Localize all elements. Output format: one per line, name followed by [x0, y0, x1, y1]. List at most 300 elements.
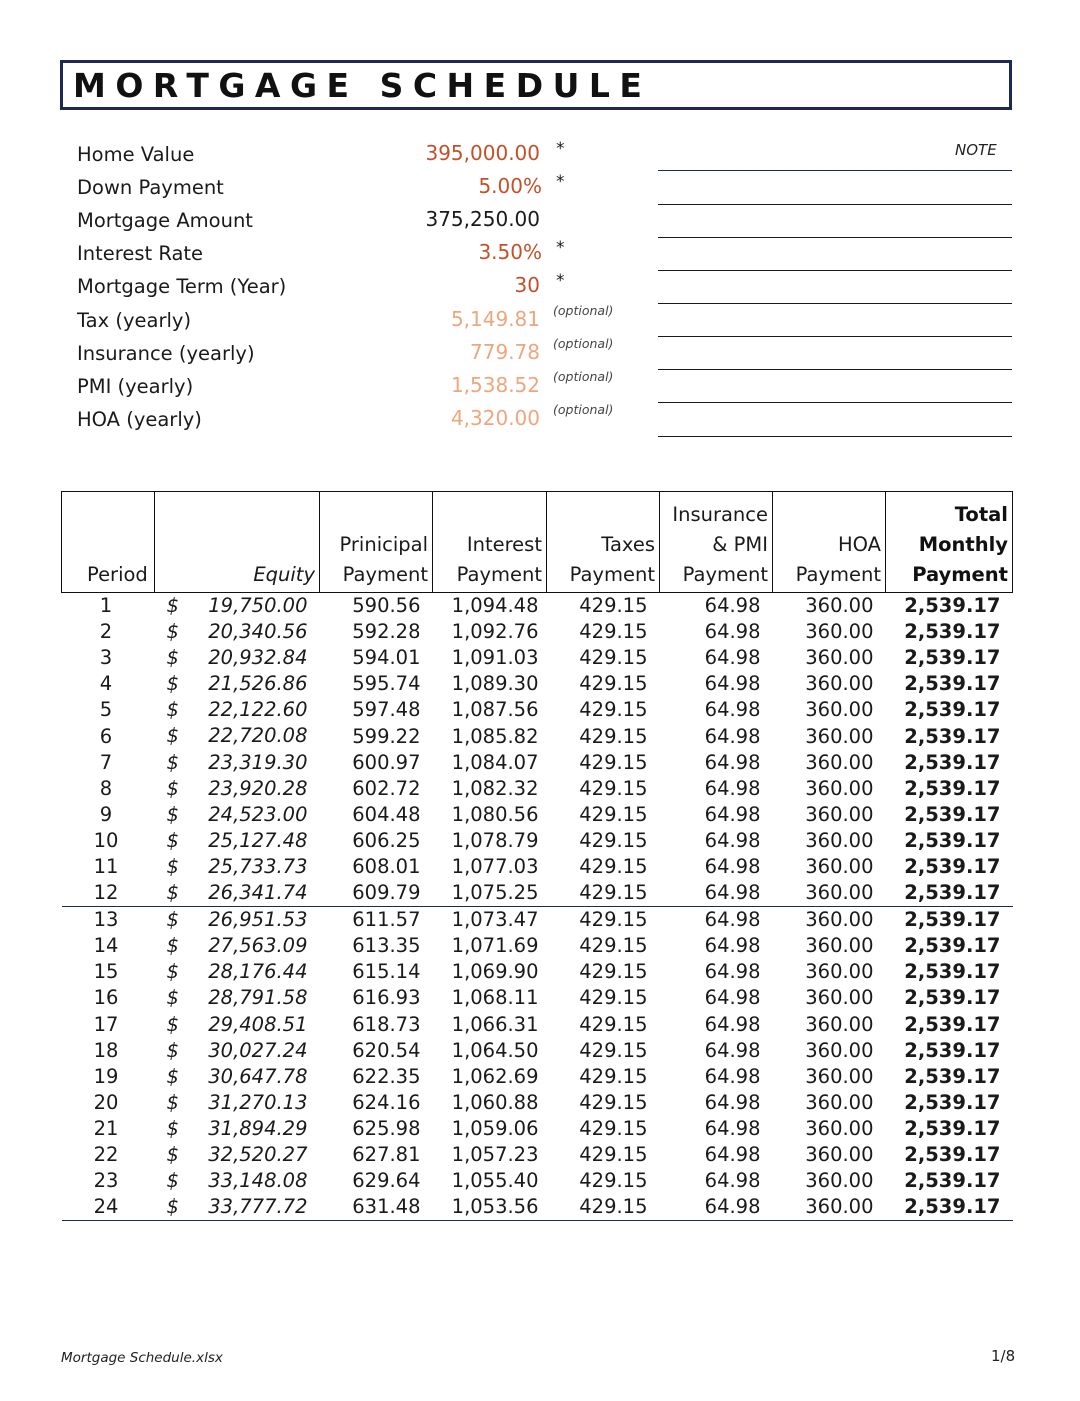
- currency-symbol: $: [166, 1195, 179, 1219]
- cell-taxes: 429.15: [579, 594, 648, 618]
- currency-symbol: $: [166, 802, 179, 826]
- cell-taxes: 429.15: [579, 1143, 648, 1167]
- currency-symbol: $: [166, 620, 179, 644]
- equity-amount: 29,408.51: [208, 1012, 308, 1036]
- cell-total: 2,539.17: [904, 1064, 1001, 1088]
- cell-taxes: 429.15: [579, 1090, 648, 1114]
- input-value[interactable]: 375,250.00: [425, 207, 540, 232]
- cell-interest: 1,068.11: [451, 986, 539, 1010]
- equity-amount: 33,777.72: [208, 1195, 308, 1219]
- cell-interest: 1,084.07: [451, 750, 539, 774]
- cell-taxes: 429.15: [579, 854, 648, 878]
- cell-insurance: 64.98: [704, 646, 761, 670]
- cell-interest: 1,055.40: [451, 1169, 539, 1193]
- schedule-table: [61, 491, 1013, 1221]
- cell-principal: 618.73: [352, 1012, 421, 1036]
- table-row: [62, 880, 1013, 907]
- cell-principal: 620.54: [352, 1038, 421, 1062]
- cell-taxes: 429.15: [579, 986, 648, 1010]
- currency-symbol: $: [166, 672, 179, 696]
- cell-interest: 1,089.30: [451, 672, 539, 696]
- note-label: NOTE: [955, 141, 997, 159]
- cell-total: 2,539.17: [904, 698, 1001, 722]
- equity-amount: 31,270.13: [208, 1090, 308, 1114]
- input-label: Down Payment: [77, 176, 224, 200]
- cell-total: 2,539.17: [904, 1038, 1001, 1062]
- cell-interest: 1,085.82: [451, 724, 539, 748]
- equity-amount: 31,894.29: [208, 1116, 308, 1140]
- cell-equity: [155, 907, 320, 934]
- required-marker: *: [556, 139, 565, 159]
- input-label: Home Value: [77, 143, 195, 166]
- table-row: [62, 802, 1013, 828]
- cell-taxes: 429.15: [579, 960, 648, 984]
- table-row: [62, 854, 1013, 880]
- input-label: Mortgage Amount: [77, 209, 253, 233]
- cell-insurance: 64.98: [704, 1169, 761, 1193]
- optional-marker: (optional): [553, 302, 614, 318]
- header-hoa: HOA Payment: [773, 492, 886, 593]
- table-row: [62, 671, 1013, 697]
- table-row: [62, 1064, 1013, 1090]
- currency-symbol: $: [166, 908, 179, 932]
- header-equity: Equity: [155, 492, 320, 593]
- cell-period: 13: [62, 907, 155, 934]
- note-line[interactable]: [658, 237, 1012, 238]
- equity-amount: 23,920.28: [208, 776, 308, 800]
- cell-total: 2,539.17: [904, 1012, 1001, 1036]
- equity-amount: 26,951.53: [208, 908, 308, 932]
- table-row: [62, 1090, 1013, 1116]
- input-value[interactable]: 30: [514, 273, 540, 298]
- cell-total: 2,539.17: [904, 594, 1001, 618]
- cell-insurance: 64.98: [704, 854, 761, 878]
- cell-equity: [155, 645, 320, 671]
- cell-total: 2,539.17: [904, 854, 1001, 878]
- cell-interest: 1,073.47: [433, 907, 547, 934]
- equity-amount: 25,733.73: [208, 854, 308, 878]
- equity-amount: 30,027.24: [208, 1038, 308, 1062]
- cell-total: 2,539.17: [904, 750, 1001, 774]
- cell-period: 16: [93, 986, 119, 1010]
- cell-period: 5: [99, 698, 113, 722]
- cell-equity: [155, 854, 320, 880]
- cell-hoa: 360.00: [805, 750, 874, 774]
- cell-insurance: 64.98: [704, 1116, 761, 1140]
- currency-symbol: $: [166, 750, 179, 774]
- cell-principal: 608.01: [352, 854, 421, 878]
- cell-principal: 595.74: [352, 672, 421, 696]
- input-label: Interest Rate: [77, 242, 204, 266]
- cell-taxes: 429.15: [579, 1038, 648, 1062]
- cell-equity: [155, 1038, 320, 1064]
- cell-total: 2,539.17: [904, 934, 1001, 958]
- cell-interest: 1,059.06: [451, 1116, 539, 1140]
- optional-marker: (optional): [553, 401, 614, 417]
- cell-interest: 1,080.56: [451, 802, 539, 826]
- equity-amount: 33,148.08: [208, 1169, 308, 1193]
- cell-equity: [155, 1168, 320, 1194]
- cell-principal: 616.93: [352, 986, 421, 1010]
- cell-hoa: 360.00: [805, 802, 874, 826]
- cell-equity: [155, 723, 320, 749]
- cell-hoa: 360.00: [805, 594, 874, 618]
- currency-symbol: $: [166, 1012, 179, 1036]
- cell-hoa: 360.00: [805, 776, 874, 800]
- cell-principal: 600.97: [352, 750, 421, 774]
- cell-taxes: 429.15: [579, 646, 648, 670]
- cell-period: 17: [93, 1012, 119, 1036]
- cell-principal: 613.35: [352, 934, 421, 958]
- cell-period: 19: [93, 1064, 119, 1088]
- cell-hoa: 360.00: [805, 881, 874, 905]
- equity-amount: 28,791.58: [208, 986, 308, 1010]
- cell-total: 2,539.17: [904, 986, 1001, 1010]
- cell-principal: 602.72: [352, 776, 421, 800]
- cell-total: 2,539.17: [886, 907, 1013, 934]
- cell-insurance: 64.98: [704, 986, 761, 1010]
- cell-equity: [155, 959, 320, 985]
- cell-period: 21: [93, 1116, 119, 1140]
- table-header-row: [62, 492, 1013, 593]
- optional-marker: (optional): [553, 335, 614, 351]
- header-insurance: Insurance & PMI Payment: [660, 492, 773, 593]
- title-box: [60, 60, 1012, 110]
- cell-hoa: 360.00: [805, 1012, 874, 1036]
- cell-period: 10: [93, 828, 119, 852]
- cell-insurance: 64.98: [704, 594, 761, 618]
- currency-symbol: $: [166, 646, 179, 670]
- cell-insurance: 64.98: [704, 750, 761, 774]
- cell-period: 24: [62, 1194, 155, 1221]
- note-line[interactable]: [658, 270, 1012, 271]
- cell-total: 2,539.17: [904, 776, 1001, 800]
- note-line[interactable]: [658, 204, 1012, 205]
- currency-symbol: $: [166, 776, 179, 800]
- cell-period: 12: [93, 881, 119, 905]
- cell-insurance: 64.98: [704, 620, 761, 644]
- cell-period: 23: [93, 1169, 119, 1193]
- cell-hoa: 360.00: [805, 1143, 874, 1167]
- footer-filename: Mortgage Schedule.xlsx: [61, 1350, 223, 1366]
- cell-total: 2,539.17: [904, 672, 1001, 696]
- table-row: [62, 776, 1013, 802]
- cell-equity: [155, 593, 320, 620]
- equity-amount: 22,122.60: [208, 698, 308, 722]
- cell-hoa: 360.00: [805, 1064, 874, 1088]
- cell-taxes: 429.15: [579, 1012, 648, 1036]
- cell-taxes: 429.15: [579, 802, 648, 826]
- table-row: [62, 697, 1013, 723]
- cell-equity: [155, 880, 320, 907]
- note-line[interactable]: [658, 369, 1012, 370]
- cell-insurance: 64.98: [704, 1090, 761, 1114]
- cell-total: 2,539.17: [904, 802, 1001, 826]
- cell-equity: [155, 828, 320, 854]
- cell-total: 2,539.17: [904, 1143, 1001, 1167]
- cell-total: 2,539.17: [904, 620, 1001, 644]
- cell-total: 2,539.17: [886, 1194, 1013, 1221]
- cell-principal: 631.48: [320, 1194, 433, 1221]
- footer-page-number: 1/8: [991, 1347, 1016, 1365]
- cell-total: 2,539.17: [904, 1169, 1001, 1193]
- cell-equity: [155, 1012, 320, 1038]
- cell-insurance: 64.98: [704, 1143, 761, 1167]
- input-label: Insurance (yearly): [77, 341, 255, 365]
- note-line[interactable]: [658, 436, 1012, 437]
- cell-equity: [155, 933, 320, 959]
- table-row: [62, 723, 1013, 749]
- input-label: Tax (yearly): [77, 308, 192, 332]
- currency-symbol: $: [166, 1142, 179, 1166]
- equity-amount: 30,647.78: [208, 1064, 308, 1088]
- required-marker: *: [556, 271, 565, 292]
- cell-interest: 1,078.79: [451, 828, 539, 852]
- cell-interest: 1,092.76: [451, 620, 539, 644]
- equity-amount: 21,526.86: [208, 672, 308, 696]
- currency-symbol: $: [166, 828, 179, 852]
- table-row: [62, 1194, 1013, 1221]
- cell-taxes: 429.15: [547, 907, 660, 934]
- table-row: [62, 645, 1013, 671]
- cell-period: 6: [99, 724, 113, 748]
- table-row: [62, 619, 1013, 645]
- equity-amount: 26,341.74: [208, 881, 308, 905]
- table-row: [62, 1116, 1013, 1142]
- required-marker: *: [556, 172, 565, 193]
- cell-period: 9: [99, 802, 113, 826]
- cell-period: 2: [99, 620, 113, 644]
- cell-taxes: 429.15: [579, 672, 648, 696]
- cell-hoa: 360.00: [773, 1194, 886, 1221]
- cell-principal: 606.25: [352, 828, 421, 852]
- header-total: Total Monthly Payment: [886, 492, 1013, 593]
- cell-period: 15: [93, 960, 119, 984]
- cell-taxes: 429.15: [579, 1116, 648, 1140]
- equity-amount: 32,520.27: [208, 1142, 308, 1166]
- currency-symbol: $: [166, 724, 179, 748]
- cell-period: 8: [99, 776, 113, 800]
- note-line[interactable]: [658, 402, 1012, 403]
- table-row: [62, 985, 1013, 1011]
- cell-total: 2,539.17: [904, 960, 1001, 984]
- cell-equity: [155, 1064, 320, 1090]
- cell-hoa: 360.00: [805, 828, 874, 852]
- cell-hoa: 360.00: [805, 986, 874, 1010]
- cell-period: 7: [99, 750, 113, 774]
- cell-interest: 1,082.32: [451, 776, 539, 800]
- input-value[interactable]: 779.78: [470, 339, 540, 364]
- cell-principal: 625.98: [352, 1116, 421, 1140]
- cell-period: 4: [99, 672, 113, 696]
- equity-amount: 23,319.30: [208, 750, 308, 774]
- currency-symbol: $: [166, 594, 179, 617]
- currency-symbol: $: [166, 1064, 179, 1088]
- cell-hoa: 360.00: [805, 934, 874, 958]
- input-label: HOA (yearly): [77, 407, 202, 431]
- cell-period: 14: [93, 934, 119, 958]
- currency-symbol: $: [166, 1038, 179, 1062]
- equity-amount: 22,720.08: [208, 724, 308, 748]
- cell-equity: [155, 985, 320, 1011]
- cell-insurance: 64.98: [704, 1012, 761, 1036]
- cell-equity: [155, 619, 320, 645]
- cell-hoa: 360.00: [805, 620, 874, 644]
- cell-period: 1: [99, 594, 113, 618]
- cell-total: 2,539.17: [904, 828, 1001, 852]
- equity-amount: 20,932.84: [208, 646, 308, 670]
- cell-taxes: 429.15: [579, 698, 648, 722]
- cell-total: 2,539.17: [904, 724, 1001, 748]
- table-row: [62, 933, 1013, 959]
- cell-equity: [155, 802, 320, 828]
- cell-principal: 594.01: [352, 646, 421, 670]
- cell-hoa: 360.00: [805, 724, 874, 748]
- cell-principal: 627.81: [352, 1143, 421, 1167]
- input-value[interactable]: 5.00%: [478, 174, 542, 199]
- cell-interest: 1,066.31: [451, 1012, 539, 1036]
- cell-taxes: 429.15: [579, 1064, 648, 1088]
- cell-equity: [155, 671, 320, 697]
- cell-principal: 615.14: [352, 960, 421, 984]
- cell-insurance: 64.98: [704, 828, 761, 852]
- cell-hoa: 360.00: [805, 1038, 874, 1062]
- cell-insurance: 64.98: [704, 1038, 761, 1062]
- cell-principal: 611.57: [320, 907, 433, 934]
- cell-equity: [155, 750, 320, 776]
- cell-interest: 1,064.50: [451, 1038, 539, 1062]
- cell-hoa: 360.00: [805, 672, 874, 696]
- cell-insurance: 64.98: [704, 724, 761, 748]
- header-interest: Interest Payment: [433, 492, 547, 593]
- table-row: [62, 1142, 1013, 1168]
- input-value[interactable]: 4,320.00: [450, 405, 540, 430]
- cell-period: 22: [93, 1143, 119, 1167]
- input-value[interactable]: 5,149.81: [450, 306, 540, 331]
- cell-period: 3: [99, 646, 113, 670]
- note-line[interactable]: [658, 170, 1012, 171]
- note-line[interactable]: [658, 336, 1012, 337]
- cell-insurance: 64.98: [704, 960, 761, 984]
- cell-equity: [155, 1116, 320, 1142]
- currency-symbol: $: [166, 1090, 179, 1114]
- input-label: Mortgage Term (Year): [77, 275, 287, 299]
- input-value[interactable]: 395,000.00: [425, 141, 540, 165]
- cell-equity: [155, 1194, 320, 1221]
- cell-hoa: 360.00: [805, 1169, 874, 1193]
- cell-hoa: 360.00: [805, 1116, 874, 1140]
- cell-taxes: 429.15: [579, 881, 648, 905]
- cell-equity: [155, 776, 320, 802]
- cell-interest: 1,053.56: [433, 1194, 547, 1221]
- cell-principal: 597.48: [352, 698, 421, 722]
- table-row: [62, 1038, 1013, 1064]
- cell-insurance: 64.98: [704, 1064, 761, 1088]
- equity-amount: 28,176.44: [208, 960, 308, 984]
- input-row: [0, 139, 1080, 176]
- cell-interest: 1,071.69: [451, 934, 539, 958]
- cell-principal: 622.35: [352, 1064, 421, 1088]
- table-row: [62, 959, 1013, 985]
- cell-equity: [155, 1142, 320, 1168]
- required-marker: *: [556, 238, 565, 259]
- cell-total: 2,539.17: [904, 1116, 1001, 1140]
- cell-hoa: 360.00: [805, 960, 874, 984]
- currency-symbol: $: [166, 1169, 179, 1193]
- cell-taxes: 429.15: [579, 1169, 648, 1193]
- cell-hoa: 360.00: [805, 646, 874, 670]
- note-line[interactable]: [658, 303, 1012, 304]
- cell-interest: 1,094.48: [451, 594, 539, 618]
- page-title: MORTGAGE SCHEDULE: [73, 66, 652, 105]
- equity-amount: 25,127.48: [208, 828, 308, 852]
- equity-amount: 27,563.09: [208, 934, 308, 958]
- cell-taxes: 429.15: [579, 724, 648, 748]
- cell-insurance: 64.98: [660, 907, 773, 934]
- cell-interest: 1,087.56: [451, 698, 539, 722]
- cell-insurance: 64.98: [704, 776, 761, 800]
- input-value[interactable]: 1,538.52: [450, 372, 540, 397]
- cell-interest: 1,077.03: [451, 854, 539, 878]
- cell-interest: 1,091.03: [451, 646, 539, 670]
- cell-insurance: 64.98: [704, 698, 761, 722]
- currency-symbol: $: [166, 934, 179, 958]
- table-row: [62, 750, 1013, 776]
- cell-principal: 590.56: [352, 594, 421, 618]
- equity-amount: 20,340.56: [208, 620, 308, 644]
- cell-hoa: 360.00: [805, 1090, 874, 1114]
- equity-amount: 24,523.00: [208, 802, 308, 826]
- cell-principal: 592.28: [352, 620, 421, 644]
- header-principal: Prinicipal Payment: [320, 492, 433, 593]
- cell-equity: [155, 697, 320, 723]
- currency-symbol: $: [166, 1116, 179, 1140]
- cell-taxes: 429.15: [579, 776, 648, 800]
- input-value[interactable]: 3.50%: [478, 240, 542, 265]
- optional-marker: (optional): [553, 368, 614, 384]
- cell-hoa: 360.00: [805, 854, 874, 878]
- cell-taxes: 429.15: [579, 620, 648, 644]
- cell-total: 2,539.17: [904, 1090, 1001, 1114]
- currency-symbol: $: [166, 986, 179, 1010]
- header-taxes: Taxes Payment: [547, 492, 660, 593]
- cell-taxes: 429.15: [579, 750, 648, 774]
- table-row: [62, 1168, 1013, 1194]
- cell-taxes: 429.15: [579, 934, 648, 958]
- cell-principal: 629.64: [352, 1169, 421, 1193]
- currency-symbol: $: [166, 960, 179, 984]
- cell-insurance: 64.98: [704, 672, 761, 696]
- cell-insurance: 64.98: [704, 934, 761, 958]
- currency-symbol: $: [166, 881, 179, 905]
- cell-interest: 1,060.88: [451, 1090, 539, 1114]
- cell-hoa: 360.00: [805, 698, 874, 722]
- cell-interest: 1,075.25: [451, 881, 539, 905]
- currency-symbol: $: [166, 698, 179, 722]
- cell-insurance: 64.98: [704, 881, 761, 905]
- cell-hoa: 360.00: [773, 907, 886, 934]
- cell-period: 18: [93, 1038, 119, 1062]
- cell-interest: 1,057.23: [451, 1143, 539, 1167]
- cell-total: 2,539.17: [904, 646, 1001, 670]
- table-row: [62, 1012, 1013, 1038]
- cell-interest: 1,062.69: [451, 1064, 539, 1088]
- cell-equity: [155, 1090, 320, 1116]
- table-row: [62, 907, 1013, 934]
- equity-amount: 19,750.00: [208, 594, 308, 617]
- cell-principal: 599.22: [352, 724, 421, 748]
- cell-insurance: 64.98: [704, 802, 761, 826]
